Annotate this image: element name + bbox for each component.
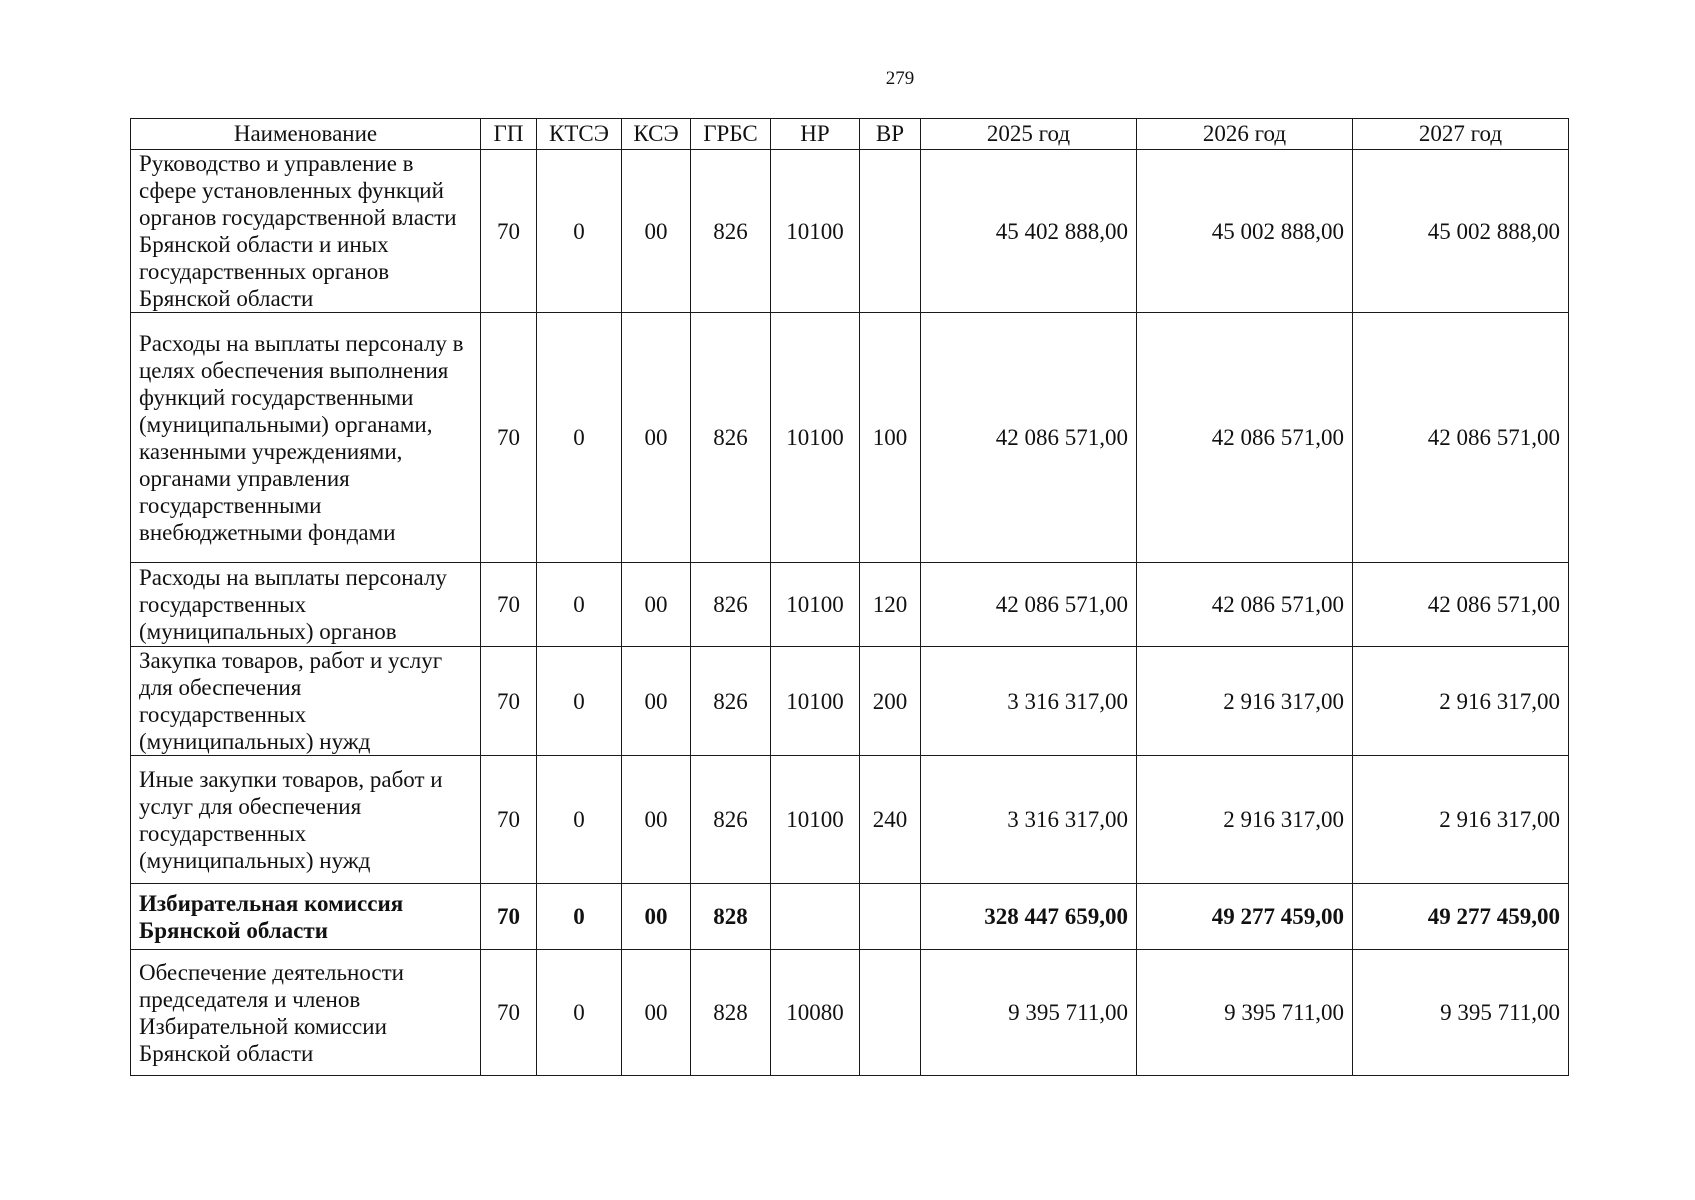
row-vr: [860, 150, 921, 313]
row-2026: 2 916 317,00: [1137, 647, 1353, 756]
row-2027: 9 395 711,00: [1353, 950, 1569, 1076]
row-2027: 42 086 571,00: [1353, 563, 1569, 647]
row-nr: 10100: [771, 563, 860, 647]
row-grbs: 826: [691, 647, 771, 756]
row-gp: 70: [481, 950, 537, 1076]
table-row: [131, 563, 1569, 647]
row-2027: 2 916 317,00: [1353, 647, 1569, 756]
row-name: Закупка товаров, работ и услуг для обеспечения государственных (муниципальных) нужд: [131, 647, 481, 756]
row-name: Обеспечение деятельности председателя и членов Избирательной комиссии Брянской области: [131, 950, 481, 1076]
row-name: Избирательная комиссия Брянской области: [131, 884, 481, 950]
row-kse: 00: [622, 884, 691, 950]
row-ktse: 0: [537, 563, 622, 647]
table-row: [131, 950, 1569, 1076]
budget-table: [130, 118, 1569, 1076]
row-2025: 45 402 888,00: [921, 150, 1137, 313]
table-row: [131, 647, 1569, 756]
header-grbs: ГРБС: [691, 119, 771, 150]
row-kse: 00: [622, 950, 691, 1076]
row-vr: [860, 950, 921, 1076]
page-number: 279: [885, 68, 915, 89]
row-nr: 10100: [771, 150, 860, 313]
row-kse: 00: [622, 563, 691, 647]
header-name: Наименование: [131, 119, 481, 150]
table-row-total: [131, 884, 1569, 950]
row-vr: 100: [860, 313, 921, 563]
row-vr: 120: [860, 563, 921, 647]
header-ktse: КТСЭ: [537, 119, 622, 150]
row-grbs: 828: [691, 950, 771, 1076]
table-row: [131, 150, 1569, 313]
row-kse: 00: [622, 756, 691, 884]
row-2025: 3 316 317,00: [921, 647, 1137, 756]
row-2026: 49 277 459,00: [1137, 884, 1353, 950]
row-gp: 70: [481, 884, 537, 950]
row-kse: 00: [622, 647, 691, 756]
table-row: [131, 756, 1569, 884]
row-nr: 10080: [771, 950, 860, 1076]
row-2026: 2 916 317,00: [1137, 756, 1353, 884]
row-ktse: 0: [537, 756, 622, 884]
row-gp: 70: [481, 150, 537, 313]
header-2025: 2025 год: [921, 119, 1137, 150]
row-nr: [771, 884, 860, 950]
row-ktse: 0: [537, 313, 622, 563]
row-ktse: 0: [537, 884, 622, 950]
header-kse: КСЭ: [622, 119, 691, 150]
row-grbs: 828: [691, 884, 771, 950]
row-2027: 2 916 317,00: [1353, 756, 1569, 884]
row-name: Руководство и управление в сфере установленных функций органов государственной власти Брянской области и иных государственных органов Брянской области: [131, 150, 481, 313]
row-ktse: 0: [537, 950, 622, 1076]
table-header-row: [131, 119, 1569, 150]
row-ktse: 0: [537, 647, 622, 756]
row-grbs: 826: [691, 756, 771, 884]
row-2025: 328 447 659,00: [921, 884, 1137, 950]
row-gp: 70: [481, 313, 537, 563]
row-name: Расходы на выплаты персоналу в целях обеспечения выполнения функций государственными (муниципальными) органами, казенными учреждениями, органами управления государственными внебюджетными фондами: [131, 313, 481, 563]
row-vr: 200: [860, 647, 921, 756]
row-nr: 10100: [771, 647, 860, 756]
row-2025: 9 395 711,00: [921, 950, 1137, 1076]
header-nr: НР: [771, 119, 860, 150]
row-2025: 42 086 571,00: [921, 313, 1137, 563]
row-ktse: 0: [537, 150, 622, 313]
row-nr: 10100: [771, 313, 860, 563]
row-2025: 42 086 571,00: [921, 563, 1137, 647]
row-nr: 10100: [771, 756, 860, 884]
row-gp: 70: [481, 563, 537, 647]
row-name: Расходы на выплаты персоналу государственных (муниципальных) органов: [131, 563, 481, 647]
row-2025: 3 316 317,00: [921, 756, 1137, 884]
row-grbs: 826: [691, 563, 771, 647]
row-2026: 45 002 888,00: [1137, 150, 1353, 313]
row-kse: 00: [622, 150, 691, 313]
header-2027: 2027 год: [1353, 119, 1569, 150]
row-grbs: 826: [691, 150, 771, 313]
row-2027: 49 277 459,00: [1353, 884, 1569, 950]
row-vr: 240: [860, 756, 921, 884]
row-gp: 70: [481, 756, 537, 884]
row-2027: 42 086 571,00: [1353, 313, 1569, 563]
row-2026: 42 086 571,00: [1137, 313, 1353, 563]
row-grbs: 826: [691, 313, 771, 563]
row-vr: [860, 884, 921, 950]
row-name: Иные закупки товаров, работ и услуг для обеспечения государственных (муниципальных) нужд: [131, 756, 481, 884]
row-gp: 70: [481, 647, 537, 756]
row-2027: 45 002 888,00: [1353, 150, 1569, 313]
header-2026: 2026 год: [1137, 119, 1353, 150]
table-row: [131, 313, 1569, 563]
row-2026: 42 086 571,00: [1137, 563, 1353, 647]
row-kse: 00: [622, 313, 691, 563]
row-2026: 9 395 711,00: [1137, 950, 1353, 1076]
header-gp: ГП: [481, 119, 537, 150]
header-vr: ВР: [860, 119, 921, 150]
